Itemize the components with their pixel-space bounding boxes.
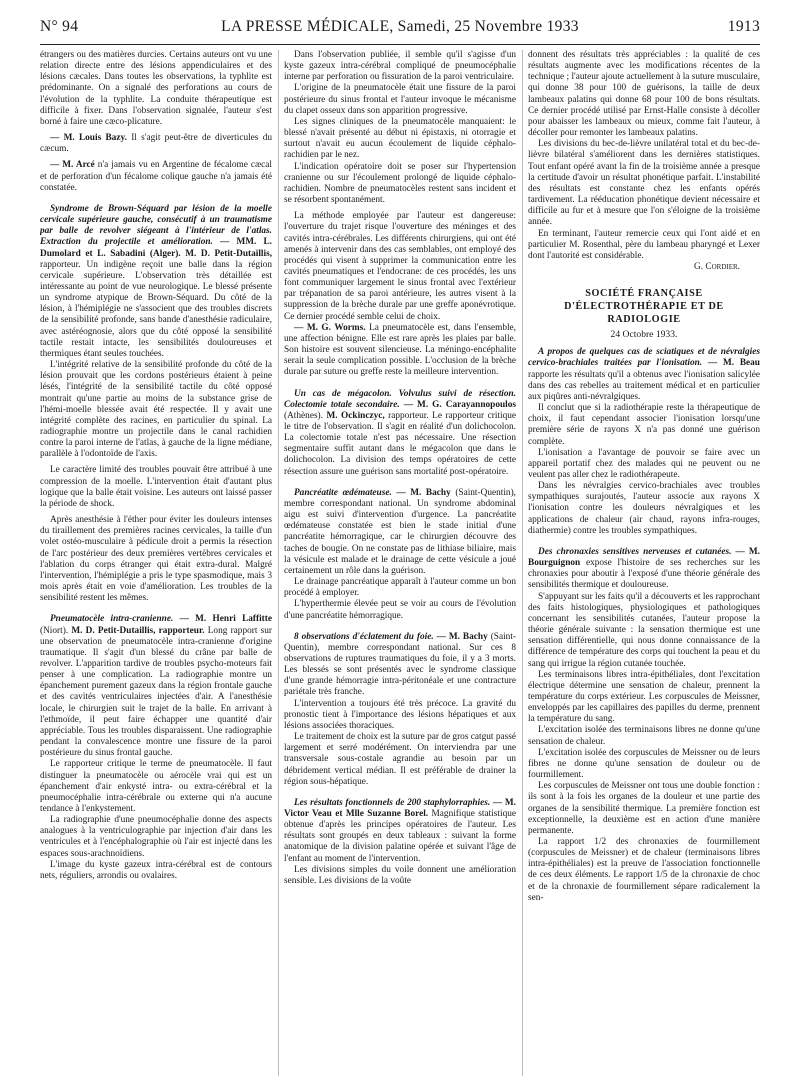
speaker: — M. Arcé	[50, 160, 95, 171]
authors: — M. Bourguignon	[528, 546, 760, 569]
section-title: Un cas de mégacolon. Volvulus suivi de résection. Colectomie totale secondaire.	[284, 388, 516, 410]
signature: G. Cordier.	[694, 261, 740, 272]
section-title: Des chronaxies sensitives nerveuses et cutanées.	[538, 546, 732, 557]
authors: — M. Bachy	[436, 631, 488, 642]
paragraph: Les divisions du bec-de-lièvre unilatéral total et du bec-de-lièvre bilatéral s'améliorent dans les dernières statistiques. Tout enfant opéré avant la fin de la troisième année a presque la certitude d'avoir un résultat phonétique parfait. L'instabilité des résultats est constante chez les enfants opérés tardivement. La rééducation phonétique devient nécessaire et difficile au fur et à mesure que l'on s'éloigne de la troisième année.	[528, 139, 760, 228]
section-title: 8 observations d'éclatement du foie.	[294, 631, 434, 642]
authors: — M. Henri Laffitte	[179, 614, 272, 625]
paragraph-text: Magnifique statistique obtenue d'après les principes opératoires de l'auteur. Les résultats sont groupés en deux tableaux : suivant la forme anatomique de la division palatine opérée et suivant l'âge de l'enfant au moment de l'intervention.	[284, 809, 516, 864]
section	[528, 347, 760, 403]
paragraph: Il conclut que si la radiothérapie reste la thérapeutique de choix, il faut cependant associer l'ionisation lorsqu'une première série de rayons X n'a pas donné une guérison complète.	[528, 403, 760, 447]
authors: — M. Beau	[707, 358, 760, 369]
section	[284, 798, 516, 865]
speaker: — M. Louis Bazy.	[50, 133, 127, 144]
paragraph	[40, 133, 272, 155]
section-title: A propos de quelques cas de sciatiques et de névralgies cervico-brachiales traitées par l'ionisation.	[528, 347, 760, 369]
paragraph: En terminant, l'auteur remercie ceux qui l'ont aidé et en particulier M. Rosenthal, père du lambeau pharyngé et Lexer dont l'autorité est considérable.	[528, 228, 760, 261]
place: (Athènes).	[284, 410, 323, 421]
paragraph: Le rapporteur critique le terme de pneumatocèle. Il faut distinguer la pneumatocèle ou aérocèle vrai qui est un épanchement d'air enkysté intra- ou extra-cérébral et la pneumocéphalie intra-cérébrale ou externe qui n'a aucune tendance à l'enkystement.	[40, 759, 272, 814]
page-number: 1913	[727, 18, 760, 35]
paragraph-text: (Saint-Quentin), membre correspondant national. Un syndrome abdominal aigu est suivi d'intervention d'urgence. La pancréatite œdémateuse constatée est bien le stade initial d'une pancréatite hémorragique, car le chirurgien découvre des taches de bougie. On ne constate pas de lithiase biliaire, mais la vésicule est malade et le drainage de cette vésicule a joué certainement un rôle dans la guérison.	[284, 487, 516, 576]
place: (Niort).	[40, 625, 69, 636]
section-title: Pneumatocèle intra-cranienne.	[50, 614, 174, 625]
paragraph: L'intervention a toujours été très précoce. La gravité du pronostic tient à l'importance des lésions hépatiques et aux lésions associées thoraciques.	[284, 698, 516, 731]
section	[284, 632, 516, 699]
article-columns	[40, 50, 760, 1076]
paragraph-text: Il s'agit peut-être de diverticules du cæcum.	[40, 133, 272, 155]
reporter: M. D. Petit-Dutaillis,	[185, 248, 272, 259]
paragraph: La radiographie d'une pneumocéphalie donne des aspects analogues à la ventriculographie par injection d'air dans les ventricules et à l'encéphalographie où l'air est injecté dans les espaces sous-arachnoïdiens.	[40, 815, 272, 859]
running-header	[40, 18, 760, 40]
paragraph: L'excitation isolée des corpuscules de Meissner ou de leurs fibres ne donne qu'une sensation de douleur ou de fourmillement.	[528, 747, 760, 781]
issue-number: N° 94	[40, 18, 79, 35]
paragraph: L'ionisation a l'avantage de pouvoir se faire avec un appareil portatif chez des malades qui ne peuvent ou ne veulent pas aller chez le radiothérapeute.	[528, 447, 760, 480]
paragraph: Les signes cliniques de la pneumatocèle manquaient: le blessé n'avait présenté au début ni épistaxis, ni otorragie et surtout n'avait eu aucun écoulement de liquide céphalo-rachidien par le nez.	[284, 116, 516, 161]
paragraph-text: rapporte les résultats qu'il a obtenus avec l'ionisation salicylée dans des cas rebelles au traitement médical et en particulier aux piqûres anti-névralgiques.	[528, 369, 760, 402]
column-divider	[278, 50, 279, 1076]
header-rule	[40, 44, 760, 45]
paragraph: Après anesthésie à l'éther pour éviter les douleurs intenses du tiraillement des premières racines cervicales, la taille d'un volet ostéo-musculaire à pédicule droit a permis la résection de l'arc postérieur des deux premières vertèbres cervicales et l'ablation du corps étranger qui était extra-dural. Malgré l'intervention, l'hémiplégie a pris le type spasmodique, mais 3 mois après était en voie d'amélioration. Les troubles de la sensibilité restent les mêmes.	[40, 515, 272, 604]
authors: — M. Bachy	[396, 487, 451, 498]
paragraph: donnent des résultats très appréciables : la qualité de ces résultats augmente avec les modifications récentes de la technique ; l'auteur ajoute actuellement à la suture musculaire, qui donne 38 pour 100 de guérisons, la taille de deux lambeaux palatins qui donne 68 pour 100 de bons résultats. Ce dernier procédé utilisé par Ernst-Halle consiste à décoller pour abaisser les lambeaux ou mieux, comme fait l'auteur, à décoller pour remonter les lambeaux palatins.	[528, 50, 760, 139]
reporter-word: rapporteur.	[40, 259, 81, 270]
authors: — M. Victor Veau et Mlle Suzanne Borel.	[284, 797, 516, 819]
paragraph: La rapport 1/2 des chronaxies de fourmillement (corpuscules de Meissner) et de chaleur (terminaisons libres intra-épithéliales) est la preuve de l'association fonctionnelle de ces deux éléments. Le rapport 1/5 de la chronaxie de choc et de la chronaxie de fourmillement sépare radicalement la sen-	[528, 837, 760, 903]
paragraph	[284, 323, 516, 379]
paragraph: Le drainage pancréatique apparaît à l'auteur comme un bon procédé à employer.	[284, 577, 516, 599]
paragraph-text: expose l'histoire de ses recherches sur les chronaxies pour aboutir à l'exposé d'une théorie générale des sensibilités thermique et douloureuse.	[528, 558, 760, 591]
paragraph-text: La pneumatocèle est, dans l'ensemble, une affection bénigne. Elle est rare après les plaies par balle. Son histoire est souvent silencieuse. La méningo-encéphalite serait la seule complication possible. L'occlusion de la brèche durale par suture ou greffe reste la meilleure intervention.	[284, 322, 516, 378]
journal-title: LA PRESSE MÉDICALE, Samedi, 25 Novembre 1933	[221, 18, 579, 35]
authors: — M. G. Carayannopoulos	[403, 399, 516, 410]
section	[528, 547, 760, 592]
paragraph	[40, 160, 272, 193]
paragraph: S'appuyant sur les faits qu'il a découverts et les rapprochant des faits histologiques, physiologiques et pathologiques concernant les sensibilités cutanées, l'auteur propose la théorie générale suivante : la sensation thermique est une sensation différentielle, qui nous donne connaissance de la différence de température des corps qui touchent la peau et du sang qui irrigue la région cutanée touchée.	[528, 591, 760, 669]
section	[284, 389, 516, 478]
paragraph: Le traitement de choix est la suture par de gros catgut passé largement et serré modérément. On interviendra par une transversale sous-costale agrandie au besoin par un débridement vertical médian. Il est préférable de drainer la région sous-hépatique.	[284, 732, 516, 787]
section-title: Syndrome de Brown-Séquard par lésion de la moelle cervicale supérieure gauche, consécutif à un traumatisme par balle de revolver siégeant à l'intérieur de l'atlas. Extraction du projectile et amélioration.	[40, 203, 272, 248]
column-2	[284, 50, 516, 1076]
paragraph-text: Long rapport sur une observation de pneumatocèle intra-cranienne d'origine traumatique. Il s'agit d'un blessé du crâne par balle de revolver. L'apparition tardive de troubles psycho-moteurs fait penser à une complication. La radiographie montre un épanchement purement gazeux dans la région frontale gauche et des cavités ventriculaires injectées d'air. A l'anesthésie locale, le chirurgien suit le trajet de la balle. En arrivant à l'ethmoïde, il peut faire échapper une quantité d'air appréciable. Tous les troubles disparaissent. Une radiographie pendant la convalescence montre une fissure de la paroi postérieure du sinus frontal gauche.	[40, 625, 272, 759]
reporter: M. D. Petit-Dutaillis, rapporteur.	[71, 625, 205, 636]
section	[40, 614, 272, 759]
paragraph: L'intégrité relative de la sensibilité profonde du côté de la lésion prouvait que les cordons postérieurs étaient à peine lésés, l'intégrité de la sensibilité tactile du côté opposé montrait qu'une partie au moins de la substance grise de l'hémi-moelle blessée avait été respectée. Il y avait une intégrité complète des racines, en particulier du spinal. La radiographie montre un projectile dans le canal rachidien contre la paroi interne de l'atlas, à gauche de la ligne médiane, parallèle à l'odontoïde de l'axis.	[40, 360, 272, 460]
column-1	[40, 50, 272, 1076]
paragraph: Le caractère limité des troubles pouvait être attribué à une compression de la moelle. L'intervention était d'autant plus logique que la balle était voisine. Les auteurs ont laissé passer la période de shock.	[40, 465, 272, 509]
section-title: Pancréatite œdémateuse.	[294, 487, 392, 498]
paragraph-text: Un indigène reçoit une balle dans la région cervicale supérieure. L'observation très détaillée est intéressante au point de vue neurologique. Le blessé présente un syndrome atypique de Brown-Séquard. Du côté de la lésion, à l'hémiplégie ne s'associent que des troubles discrets de la sensibilité profonde, sans bande d'anesthésie radiculaire, avec astéréognosie, alors que du côté opposé la sensibilité tactile restait intacte, les sensibilités douloureuses et thermiques étant seules touchées.	[40, 259, 272, 359]
paragraph: Les corpuscules de Meissner ont tous une double fonction : ils sont à la fois les organes de la douleur et une partie des organes de la sensibilité thermique. La première fonction est exceptionnelle, la deuxième est en action d'une manière permanente.	[528, 781, 760, 836]
reporter: M. Ockinczyc,	[326, 410, 385, 421]
place: (Alger).	[149, 248, 181, 259]
paragraph: Dans l'observation publiée, il semble qu'il s'agisse d'un kyste gazeux intra-cérébral compliqué de pneumocéphalie interne par perforation ou fissuration de la paroi ventriculaire.	[284, 50, 516, 83]
paragraph: Les terminaisons libres intra-épithéliales, dont l'excitation électrique détermine une sensation de chaleur, prennent la température du corps extérieur. Les corpuscules de Meissner, enveloppés par les capillaires des papilles du derme, prennent la température du sang.	[528, 669, 760, 725]
paragraph: L'excitation isolée des terminaisons libres ne donne qu'une sensation de chaleur.	[528, 725, 760, 747]
section	[284, 488, 516, 577]
paragraph-text: rapporteur. Le rapporteur critique le titre de l'observation. Il s'agit en réalité d'un dolichocolon. La colectomie totale n'est pas nécessaire. Une résection segmentaire suffit autant dans le mégacolon que dans le dolichocolon. La division des temps opératoires de cette résection assure une guérison sans mortalité post-opératoire.	[284, 410, 516, 477]
speaker: — M. G. Worms.	[294, 322, 366, 333]
paragraph: étrangers ou des matières durcies. Certains auteurs ont vu une relation directe entre des lésions appendiculaires et des lésions cæcales. Dans toutes les observations, la typhlite est prédominante. On a signalé des perforations au cours de l'évolution de la typhlite. La conduite thérapeutique est difficile à fixer. Dans l'observation signalée, l'auteur s'est borné à faire une cæco-plicature.	[40, 50, 272, 127]
paragraph: L'hyperthermie élevée peut se voir au cours de l'évolution d'une pancréatite hémorragique.	[284, 599, 516, 621]
paragraph-text: (Saint-Quentin), membre correspondant national. Sur ces 8 observations de ruptures traumatiques du foie, il y a 3 morts. Les blessés se sont présentés avec le syndrome classique d'une grande hémorragie intra-péritonéale et une contracture pariétale très franche.	[284, 631, 516, 698]
section-title: Les résultats fonctionnels de 200 staphylorraphies.	[294, 797, 491, 808]
session-date: 24 Octobre 1933.	[610, 329, 678, 341]
column-3	[528, 50, 760, 1076]
section	[40, 204, 272, 360]
society-heading: SOCIÉTÉ FRANÇAISE D'ÉLECTROTHÉRAPIE ET DE RADIOLOGIE	[564, 288, 724, 326]
column-divider	[522, 50, 523, 1076]
paragraph: L'image du kyste gazeux intra-cérébral est de contours nets, réguliers, arrondis ou ovalaires.	[40, 859, 272, 881]
paragraph: La méthode employée par l'auteur est dangereuse: l'ouverture du trajet risque l'ouverture des méninges et des cavités intra-cérébrales. Les différents chirurgiens, qui ont été amenés à intervenir dans des cas semblables, ont employé des procédés qui visent à supprimer la communication entre les cavités pneumatiques et l'endocrane: de ces procédés, les uns font communiquer largement le sinus frontal avec l'extérieur par trépanation de sa paroi antérieure, les autres visent à la suppression de la brèche durale par une greffe aponévrotique. Ce dernier procédé semble celui de choix.	[284, 211, 516, 322]
authors: — MM. L. Dumolard et L. Sabadini	[40, 237, 272, 259]
paragraph: Les divisions simples du voile donnent une amélioration sensible. Les divisions de la voûte	[284, 864, 516, 886]
paragraph-text: n'a jamais vu en Argentine de fécalome cæcal et de perforation d'un fécalome colique gauche n'a jamais été constatée.	[40, 160, 272, 193]
paragraph: L'origine de la pneumatocèle était une fissure de la paroi postérieure du sinus frontal et l'auteur invoque le mécanisme du clapet osseux dans son apparition progressive.	[284, 83, 516, 116]
paragraph: Dans les névralgies cervico-brachiales avec troubles sympathiques surajoutés, l'auteur associe aux rayons X l'ionisation contre les douleurs névralgiques et les applications de chaleur (air chaud, rayons infra-rouges, diathermie) contre les troubles sympathiques.	[528, 481, 760, 536]
paragraph: L'indication opératoire doit se poser sur l'hypertension cranienne ou sur l'écoulement prolongé de liquide céphalo-rachidien. Nombre de pneumatocèles restent sans incident et se résorbent spontanément.	[284, 161, 516, 206]
